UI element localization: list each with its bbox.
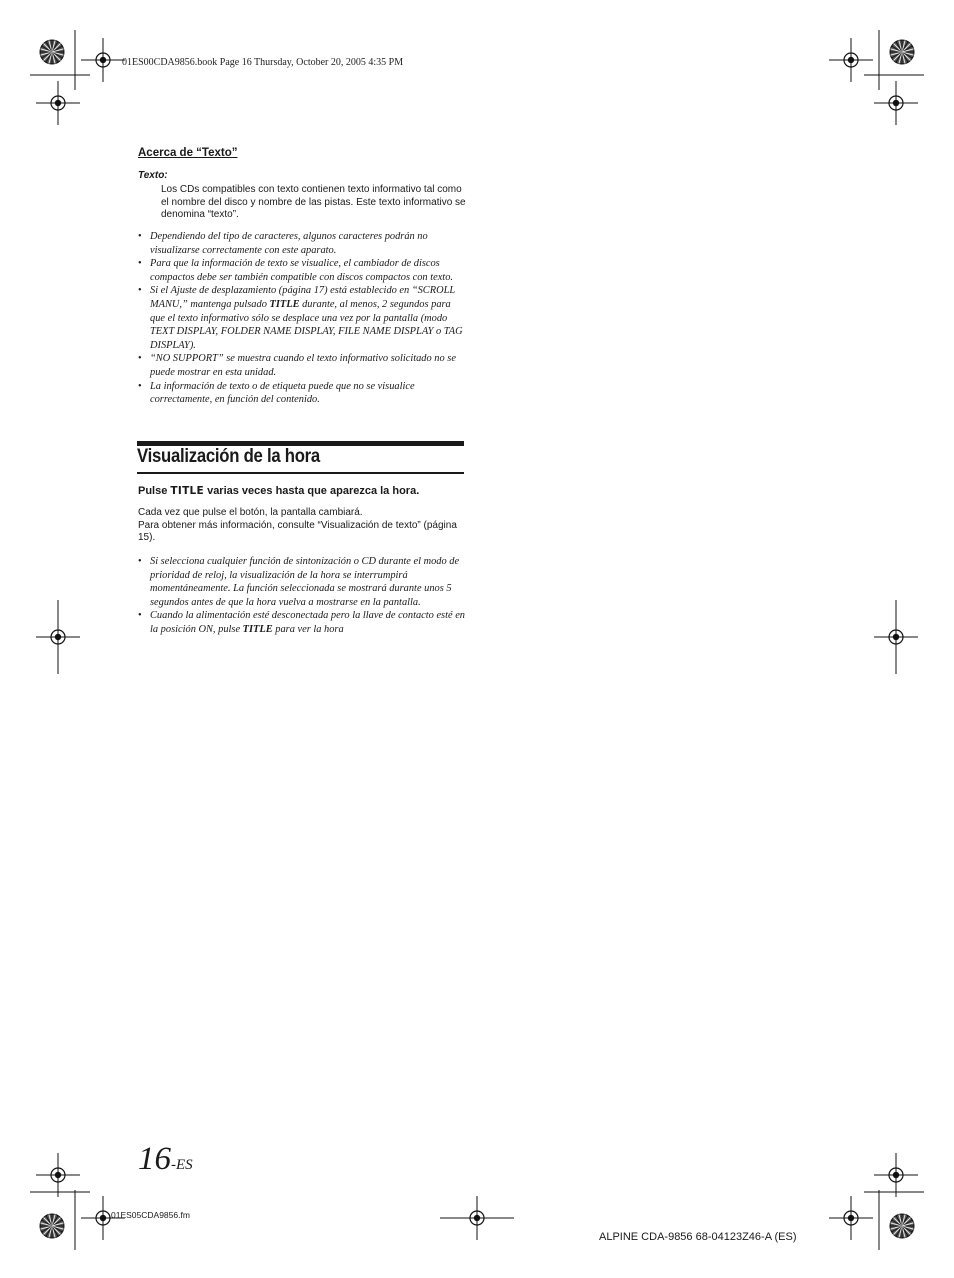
- body-line: Para obtener más información, consulte “Visualización de texto” (página 15).: [138, 519, 457, 544]
- section-bottom-rule: [137, 472, 464, 474]
- term-label: Texto:: [138, 170, 168, 181]
- section-body: [138, 507, 468, 545]
- registration-dot: [893, 100, 899, 106]
- registration-dot: [848, 1215, 854, 1221]
- header-file-info: 01ES00CDA9856.book Page 16 Thursday, October 20, 2005 4:35 PM: [122, 57, 404, 68]
- about-text-notes: [138, 230, 466, 407]
- clock-notes: [138, 555, 466, 637]
- page-number: 16-ES: [138, 1141, 193, 1177]
- instruction: Pulse TITLE varias veces hasta que aparezca la hora.: [138, 485, 420, 497]
- bullet: •: [138, 258, 142, 270]
- bullet: •: [138, 285, 142, 297]
- term-definition: Los CDs compatibles con texto contienen texto informativo tal como el nombre del disco y nombre de las pistas. Este texto informativo se denomina “texto”.: [161, 184, 466, 221]
- registration-dot: [848, 57, 854, 63]
- bullet: •: [138, 610, 142, 622]
- registration-dot: [55, 1172, 61, 1178]
- bullet: •: [138, 556, 142, 567]
- title-key: TITLE: [242, 623, 273, 635]
- note-item: • Dependiendo del tipo de caracteres, algunos caracteres podrán no visualizarse correctamente con este aparato.: [138, 231, 428, 256]
- bullet: •: [138, 231, 142, 242]
- registration-dot: [893, 1172, 899, 1178]
- page-suffix: -ES: [171, 1157, 193, 1173]
- footer-model-info: ALPINE CDA-9856 68-04123Z46-A (ES): [599, 1231, 797, 1243]
- body-line: Cada vez que pulse el botón, la pantalla cambiará.: [138, 507, 363, 518]
- note-item: • Si el Ajuste de desplazamiento (página 17) está establecido en “SCROLL MANU,” mantenga pulsado TITLE durante, al menos, 2 segundos para que el texto informativo sólo se desplace una vez por la pantalla (modo TEXT DISPLAY, FOLDER NAME DISPLAY, FILE NAME DISPLAY o TAG DISPLAY).: [138, 285, 463, 351]
- registration-dot: [55, 100, 61, 106]
- about-text-heading: Acerca de “Texto”: [138, 147, 238, 159]
- note-item: • La información de texto o de etiqueta puede que no se visualice correctamente, en función del contenido.: [138, 380, 415, 406]
- note-item: • Si selecciona cualquier función de sintonización o CD durante el modo de prioridad de reloj, la visualización de la hora se interrumpirá momentáneamente. La función seleccionada se mostrará durante unos 5 segundos antes de que la hora vuelva a mostrarse en la pantalla.: [138, 556, 460, 608]
- bullet: •: [138, 380, 142, 392]
- bullet: •: [138, 353, 142, 365]
- note-item: • “NO SUPPORT” se muestra cuando el texto informativo solicitado no se puede mostrar en esta unidad.: [138, 353, 456, 378]
- registration-dot: [100, 1215, 106, 1221]
- title-key: TITLE: [269, 298, 300, 310]
- section-title: Visualización de la hora: [137, 446, 320, 467]
- footer-file-name: 01ES05CDA9856.fm: [111, 1210, 190, 1220]
- note-item: • Para que la información de texto se visualice, el cambiador de discos compactos debe ser también compatible con discos compactos con texto.: [138, 258, 453, 283]
- note-item: • Cuando la alimentación esté desconectada pero la llave de contacto esté en la posición ON, pulse TITLE para ver la hora: [138, 610, 466, 635]
- registration-dot: [100, 57, 106, 63]
- title-key: TITLE: [170, 485, 205, 497]
